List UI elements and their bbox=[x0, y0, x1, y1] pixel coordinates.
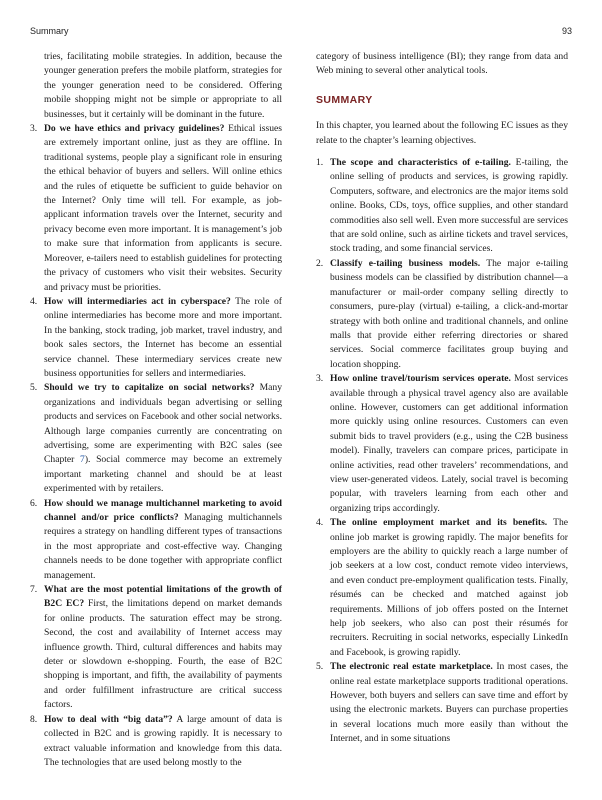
running-head-section: Summary bbox=[30, 26, 69, 36]
answer-text: First, the limitations depend on market demands for online products. The saturation effect may be strong. Second, the cost and availability of Internet access may influence growth. Third, cultural differences and habits may deter or slowdown e-shopping. Fourth, the ease of B2C shopping is important, and fifth, the availability of payments and order fulfillment infrastructure are critical success factors. bbox=[44, 598, 282, 711]
list-number: 3. bbox=[30, 123, 38, 135]
list-item bbox=[316, 257, 568, 372]
list-text bbox=[44, 583, 282, 713]
list-item bbox=[316, 156, 568, 257]
objective-text: The online employment market and its benefits. bbox=[330, 517, 548, 529]
right-column bbox=[316, 50, 568, 747]
list-item bbox=[316, 516, 568, 660]
list-item bbox=[30, 295, 282, 381]
objective-text: How online travel/tourism services operate. bbox=[330, 373, 511, 385]
answer-text: A large amount of data is collected in B2C and is growing rapidly. It is necessary to extract valuable information and knowledge from this data. The technologies that are used belong mostly to the bbox=[44, 713, 283, 768]
summary-text: The online job market is growing rapidly. The major benefits for employers are the ability to quickly reach a large number of job seekers at a low cost, conduct remote video interviews, and even conduct pre-employment qualification tests. Finally, résumés can be checked and matched against job requirements. Millions of job offers posted on the Internet help job seekers, who also can post their résumés for recruiters. Recruiting in social networks, especially LinkedIn and Facebook, is growing rapidly. bbox=[330, 517, 569, 658]
list-number: 1. bbox=[316, 157, 324, 169]
objective-text: The electronic real estate marketplace. bbox=[330, 661, 493, 673]
list-number: 4. bbox=[316, 517, 324, 529]
list-number: 3. bbox=[316, 373, 324, 385]
list-item bbox=[316, 372, 568, 516]
answer-text: ). Social commerce may become an extremely important marketing channel and should be at least experimented with by retailers. bbox=[44, 454, 282, 495]
question-text: What are the most potential limitations of the growth of B2C EC? bbox=[44, 584, 282, 610]
answer-text: Ethical issues are extremely important online, just as they are offline. In traditional systems, people play a significant role in ensuring the ethical behavior of buyers and sellers. Will online ethics and the rules of etiquette be sufficient to guide behavior on the Internet? Only time will tell. For example, as job-applicant information travels over the Internet, security and privacy become even more important. It is management’s job to make sure that information from applicants is secure. Moreover, e-tailers need to establish guidelines for protecting the privacy of customers who visit their websites. Security and privacy must be priorities. bbox=[44, 123, 282, 293]
list-item bbox=[30, 122, 282, 295]
list-item bbox=[30, 381, 282, 496]
list-item bbox=[316, 660, 568, 746]
summary-text: The major e-tailing business models can be classified by distribution channel—a manufacturer or mail-order company selling directly to consumers, pure-play (virtual) e-tailing, a click-and-mortar strategy with both online and traditional channels, and online malls that provide either referring directories or shared services. Social commerce facilitates group buying and location shopping. bbox=[330, 257, 568, 370]
answer-text: Managing multichannels requires a strategy on handling different types of transactions in the most appropriate and cost-effective way. Changing channels needs to be done together with appropriate conflict management. bbox=[44, 512, 282, 581]
continuation-text: tries, facilitating mobile strategies. In addition, because the younger generation prefers the mobile platform, strategies for the younger generation need to be considered. Offering mobile shopping might not be simple or appropriate to all businesses, but it certainly will be dominant in the future. bbox=[44, 51, 282, 120]
section-title: SUMMARY bbox=[316, 93, 373, 106]
left-column bbox=[30, 50, 282, 770]
list-text bbox=[330, 660, 568, 746]
objective-text: Classify e-tailing business models. bbox=[330, 257, 481, 269]
answer-text: The role of online intermediaries has become more and more important. In the banking, stock trading, job market, travel industry, and book sales sectors, the Internet has become an essential service channel. These intermediary services create new business opportunities for sellers and intermediaries. bbox=[44, 295, 282, 379]
list-text bbox=[44, 381, 282, 496]
question-text: How to deal with “big data”? bbox=[44, 713, 173, 725]
list-item bbox=[30, 713, 282, 771]
answer-text: Many organizations and individuals began advertising or selling products and services on Facebook and other social networks. Although large companies currently are concentrating on advertising, some are experimenting with B2C sales (see Chapter bbox=[44, 382, 282, 466]
chapter-link[interactable]: 7 bbox=[80, 454, 85, 466]
list-text bbox=[330, 516, 568, 660]
continuation-text: category of business intelligence (BI); they range from data and Web mining to several other analytical tools. bbox=[316, 51, 568, 77]
list-text bbox=[44, 497, 282, 583]
running-head bbox=[30, 26, 572, 36]
list-text bbox=[330, 156, 568, 257]
question-text: Do we have ethics and privacy guidelines? bbox=[44, 123, 225, 135]
objective-text: The scope and characteristics of e-tailing. bbox=[330, 157, 511, 169]
list-number: 7. bbox=[30, 584, 38, 596]
summary-text: In most cases, the online real estate marketplace supports traditional operations. However, both buyers and sellers can save time and effort by using the electronic markets. Buyers can purchase properties in several locations much more easily than without the Internet, and in some situations bbox=[330, 661, 569, 745]
page-number: 93 bbox=[561, 26, 572, 36]
list-number: 5. bbox=[30, 382, 38, 394]
list-item bbox=[30, 583, 282, 713]
list-text bbox=[44, 713, 282, 771]
list-text bbox=[330, 372, 568, 516]
question-text: How will intermediaries act in cyberspace? bbox=[44, 295, 231, 307]
list-number: 2. bbox=[316, 257, 324, 269]
list-text bbox=[44, 295, 282, 381]
question-text: Should we try to capitalize on social networks? bbox=[44, 382, 255, 394]
list-item bbox=[30, 497, 282, 583]
list-number: 6. bbox=[30, 497, 38, 509]
summary-text: Most services available through a physical travel agency also are available online. However, customers can get additional information more quickly using online resources. Customers can even submit bids to travel providers (e.g., using the C2B business model). Finally, travelers can compare prices, participate in online activities, read other travelers’ recommendations, and view user-generated videos. Lately, social travel is becoming popular, with travelers learning from each other and organizing trips accordingly. bbox=[330, 373, 568, 514]
question-text: How should we manage multichannel marketing to avoid channel and/or price conflicts? bbox=[44, 497, 282, 523]
list-text bbox=[44, 122, 282, 295]
list-number: 4. bbox=[30, 295, 38, 307]
summary-text: E-tailing, the online selling of products and services, is growing rapidly. Computers, software, and electronics are the major items sold online. Books, CDs, toys, office supplies, and other standard commodities also sell well. Even more successful are services that are sold online, such as airline tickets and travel services, stock trading, and some financial services. bbox=[330, 157, 568, 255]
section-intro: In this chapter, you learned about the following EC issues as they relate to the chapter’s learning objectives. bbox=[316, 120, 568, 146]
list-number: 8. bbox=[30, 713, 38, 725]
list-number: 5. bbox=[316, 661, 324, 673]
list-text bbox=[330, 257, 568, 372]
